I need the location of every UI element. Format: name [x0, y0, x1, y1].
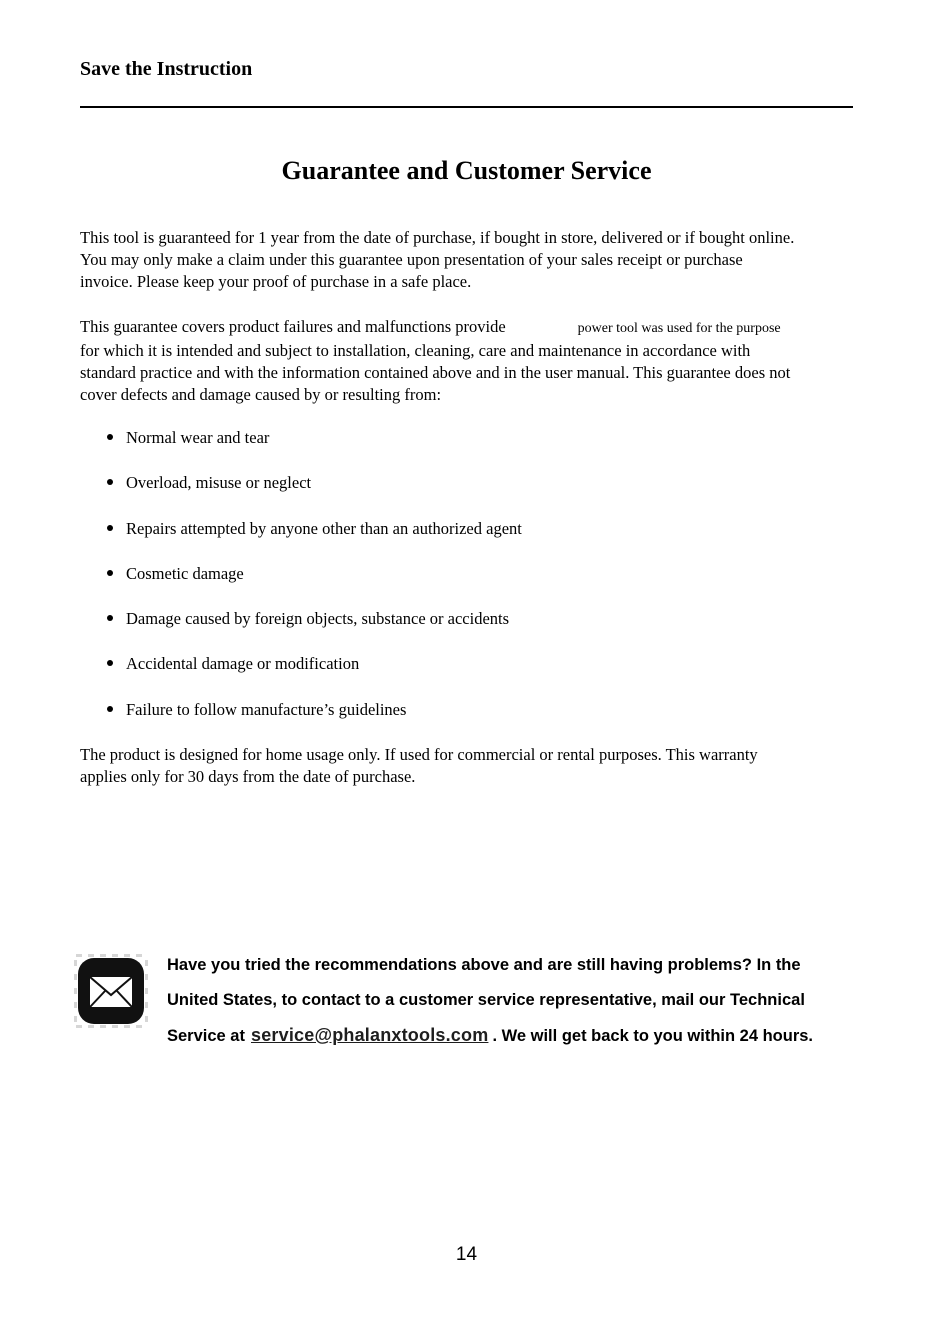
bullet-icon — [107, 525, 113, 531]
paragraph-line: invoice. Please keep your proof of purchase in a safe place. — [80, 272, 472, 291]
bullet-icon — [107, 660, 113, 666]
paragraph-line: The product is designed for home usage only. If used for commercial or rental purposes. This warranty — [80, 745, 758, 764]
list-item-text: Damage caused by foreign objects, substance or accidents — [126, 609, 510, 629]
list-item — [80, 698, 522, 743]
guarantee-coverage-paragraph — [80, 316, 860, 406]
email-link[interactable]: service@phalanxtools.com — [250, 1025, 489, 1045]
bullet-icon — [107, 434, 113, 440]
page-number: 14 — [455, 1244, 478, 1265]
guarantee-period-paragraph — [80, 227, 860, 293]
contact-line — [167, 1022, 867, 1057]
list-item-text: Overload, misuse or neglect — [126, 473, 312, 493]
exclusions-list — [80, 426, 522, 743]
bullet-icon — [107, 570, 113, 576]
list-item — [80, 426, 522, 471]
paragraph-line-end: power tool was used for the purpose — [577, 321, 781, 336]
list-item-text: Cosmetic damage — [126, 563, 244, 583]
list-item-text: Repairs attempted by anyone other than an authorized agent — [126, 518, 522, 538]
contact-prefix: Service at — [167, 1027, 245, 1045]
paragraph-line: for which it is intended and subject to installation, cleaning, care and maintenance in accordance with — [80, 341, 751, 360]
bullet-icon — [107, 615, 113, 621]
contact-line: United States, to contact to a customer service representative, mail our Technical — [167, 991, 805, 1009]
contact-suffix: . We will get back to you within 24 hours. — [492, 1027, 814, 1045]
list-item-text: Failure to follow manufacture’s guidelines — [126, 699, 407, 719]
paragraph-line-start: This guarantee covers product failures and malfunctions provide — [80, 317, 506, 336]
bullet-icon — [107, 479, 113, 485]
mail-icon — [74, 954, 148, 1028]
paragraph-line: cover defects and damage caused by or resulting from: — [80, 385, 442, 404]
list-item — [80, 471, 522, 516]
home-usage-paragraph — [80, 744, 860, 788]
contact-line: Have you tried the recommendations above and are still having problems? In the — [167, 956, 801, 974]
paragraph-line: applies only for 30 days from the date of purchase. — [80, 767, 416, 786]
paragraph-line: This tool is guaranteed for 1 year from the date of purchase, if bought in store, delivered or if bought online. — [80, 228, 795, 247]
list-item — [80, 517, 522, 562]
list-item-text: Accidental damage or modification — [126, 654, 360, 674]
section-header: Save the Instruction — [80, 58, 253, 80]
paragraph-line: You may only make a claim under this guarantee upon presentation of your sales receipt or purchase — [80, 250, 743, 269]
bullet-icon — [107, 706, 113, 712]
paragraph-line — [80, 316, 860, 340]
list-item — [80, 607, 522, 652]
contact-section — [167, 952, 867, 1057]
paragraph-line: standard practice and with the information contained above and in the user manual. This guarantee does not — [80, 363, 791, 382]
list-item — [80, 562, 522, 607]
header-divider — [80, 106, 853, 108]
list-item — [80, 652, 522, 697]
list-item-text: Normal wear and tear — [126, 428, 270, 447]
page-title: Guarantee and Customer Service — [281, 156, 652, 185]
